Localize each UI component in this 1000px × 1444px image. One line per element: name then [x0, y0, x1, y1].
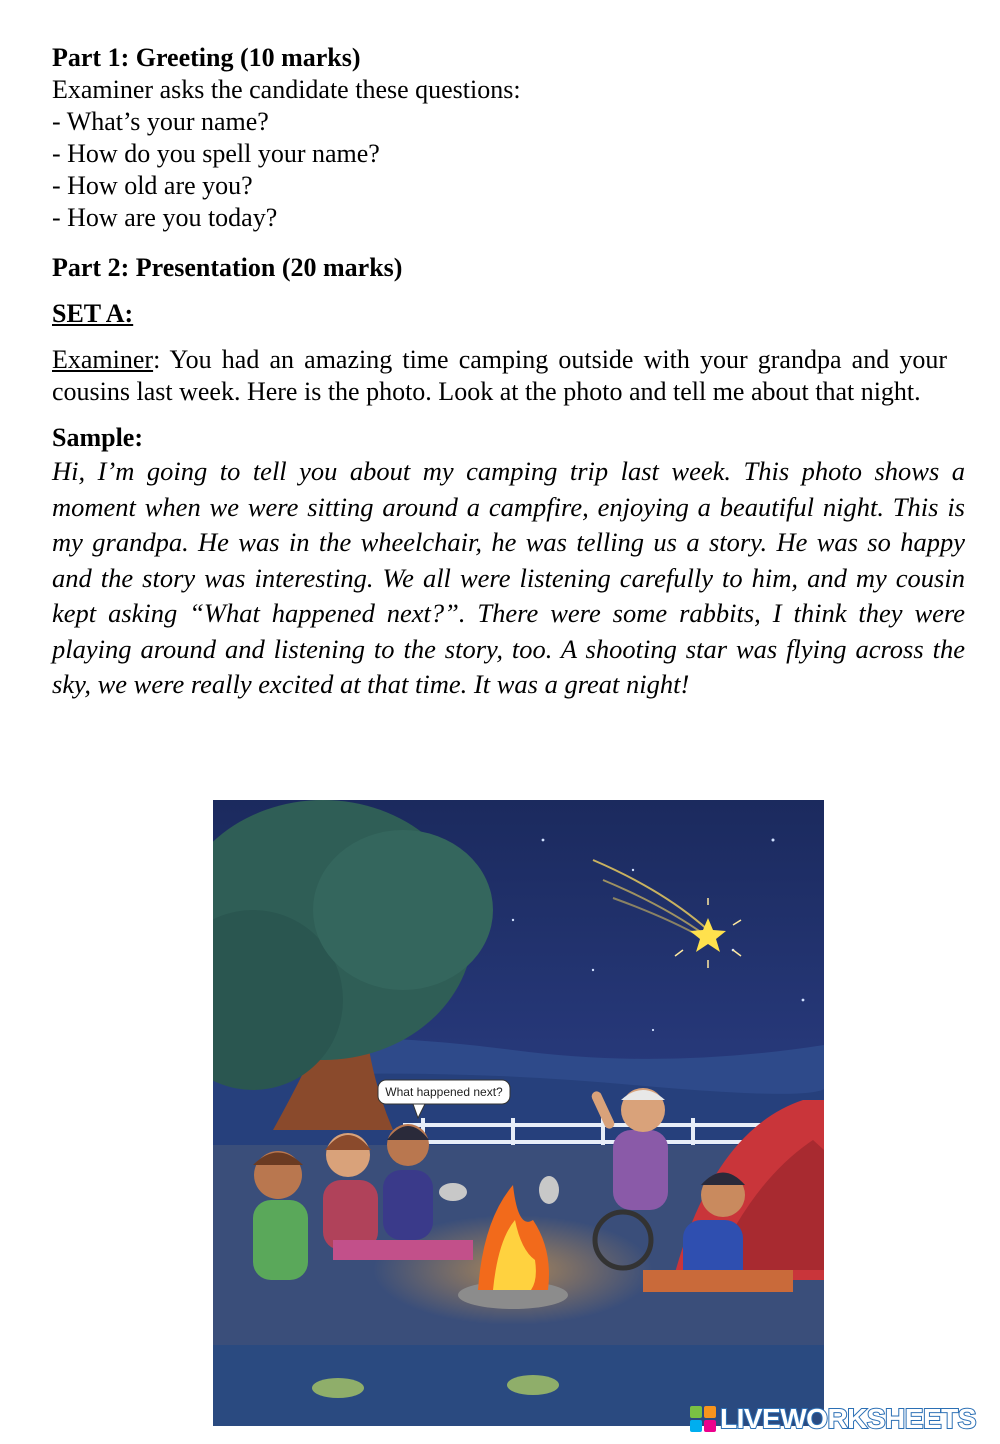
- part1-intro: Examiner asks the candidate these questions:: [52, 75, 521, 104]
- sample-text: Hi, I’m going to tell you about my camping trip last week. This photo shows a moment when we were sitting around a campfire, enjoying a beautiful night. This is my grandpa. He was in the wheelchair, he was telling us a story. He was so happy and the story was interesting. We all were listening carefully to him, and my cousin kept asking “What happened next?”. There were some rabbits, I think they were playing around and listening to the story, too. A shooting star was flying across the sky, we were really excited at that time. It was a great night!: [52, 456, 965, 699]
- examiner-text: : You had an amazing time camping outside with your grandpa and your cousins last week. Here is the photo. Look at the photo and tell me about that night.: [52, 345, 947, 406]
- question-2: - How do you spell your name?: [52, 139, 380, 168]
- brand-text: LIVEWORKSHEETS: [720, 1403, 976, 1434]
- examiner-prompt: [52, 344, 947, 408]
- liveworksheets-logo-icon: [690, 1406, 716, 1432]
- question-4: - How are you today?: [52, 203, 278, 232]
- campfire-illustration: [213, 800, 824, 1426]
- set-label: SET A:: [52, 299, 134, 328]
- part1-heading: Part 1: Greeting (10 marks): [52, 43, 361, 72]
- question-1: - What’s your name?: [52, 107, 269, 136]
- document-page: [52, 42, 965, 703]
- campfire-scene: [213, 800, 824, 1426]
- question-3: - How old are you?: [52, 171, 253, 200]
- examiner-label: Examiner: [52, 345, 154, 374]
- speech-bubble-text: What happened next?: [385, 1085, 503, 1099]
- part2-heading: Part 2: Presentation (20 marks): [52, 253, 403, 282]
- sample-label: Sample:: [52, 423, 143, 452]
- liveworksheets-watermark: [690, 1402, 976, 1436]
